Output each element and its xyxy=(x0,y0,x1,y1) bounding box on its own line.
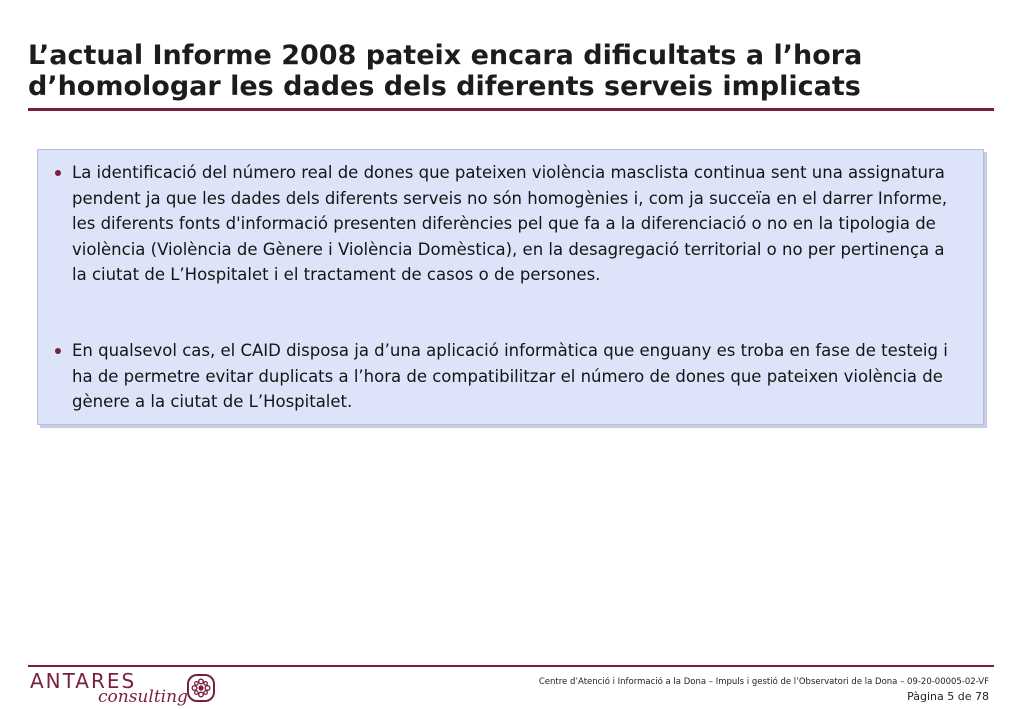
slide-title: L’actual Informe 2008 pateix encara dificultats a l’hora d’homologar les dades dels diferents serveis implicats xyxy=(28,40,863,102)
bullet-dot-icon xyxy=(55,170,61,176)
logo-name: ANTARES xyxy=(30,669,137,693)
bullet-text: La identificació del número real de dones que pateixen violència masclista continua sent una assignatura pendent ja que les dades dels diferents serveis no són homogènies i, com ja succeïa en el darrer Informe, les diferents fonts d'informació presenten diferències pel que fa a la diferenciació o no en la tipologia de violència (Violència de Gènere i Violència Domèstica), en la desagregació territorial o no per pertinença a la ciutat de L’Hospitalet i el tractament de casos o de persones. xyxy=(72,163,948,284)
flower-seal-icon xyxy=(186,673,216,703)
document-reference: Centre d’Atenció i Informació a la Dona – Impuls i gestió de l’Observatori de la Dona – 09-20-00005-02-VF xyxy=(538,677,989,687)
bullet-item xyxy=(55,160,955,288)
logo-subtitle: consulting xyxy=(98,687,188,707)
footer-divider xyxy=(28,665,994,667)
title-divider xyxy=(28,108,994,111)
bullet-item xyxy=(55,338,955,415)
page-number: Pàgina 5 de 78 xyxy=(907,690,989,703)
bullet-dot-icon xyxy=(55,348,61,354)
bullet-text: En qualsevol cas, el CAID disposa ja d’una aplicació informàtica que enguany es troba en fase de testeig i ha de permetre evitar duplicats a l’hora de compatibilitzar el número de dones que pateixen violència de gènere a la ciutat de L’Hospitalet. xyxy=(72,341,948,411)
content-box xyxy=(37,149,984,425)
